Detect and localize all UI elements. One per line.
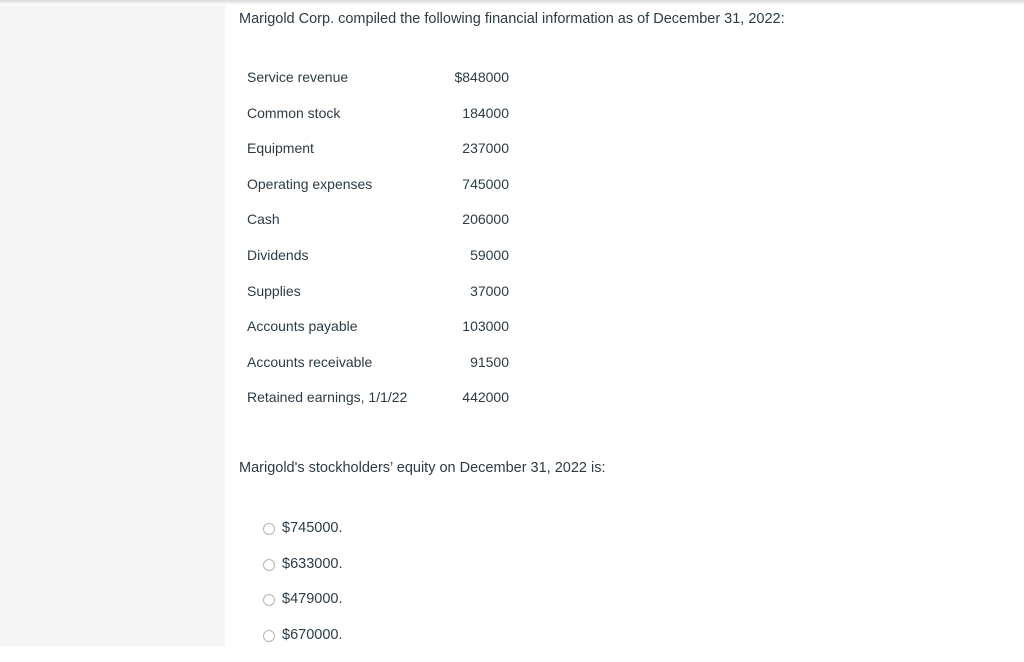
table-row xyxy=(247,283,509,319)
table-row xyxy=(247,211,509,247)
item-label: Accounts receivable xyxy=(247,353,373,370)
table-row xyxy=(247,318,509,354)
item-value: 442000 xyxy=(462,389,509,406)
item-label: Service revenue xyxy=(247,69,349,85)
radio-button[interactable] xyxy=(263,630,275,642)
answer-option-3[interactable] xyxy=(263,591,342,627)
table-row xyxy=(247,140,509,176)
question-content xyxy=(225,5,1024,646)
table-row xyxy=(247,69,509,105)
item-value: 103000 xyxy=(462,318,509,335)
table-row xyxy=(247,247,509,283)
item-value: 237000 xyxy=(462,140,509,157)
option-label: $745000. xyxy=(282,520,343,536)
table-row xyxy=(247,176,509,212)
item-value: 745000 xyxy=(462,175,509,192)
financial-table xyxy=(247,69,509,425)
item-value: 59000 xyxy=(470,246,509,263)
option-label: $670000. xyxy=(282,626,343,643)
radio-button[interactable] xyxy=(263,559,275,571)
option-label: $633000. xyxy=(282,555,343,572)
item-value: 37000 xyxy=(470,282,509,299)
item-value: 91500 xyxy=(470,353,509,370)
item-label: Dividends xyxy=(247,246,309,263)
radio-button[interactable] xyxy=(263,523,275,535)
item-value: $848000 xyxy=(454,69,509,85)
item-label: Supplies xyxy=(247,282,301,299)
table-row xyxy=(247,389,509,425)
answer-option-2[interactable] xyxy=(263,556,342,592)
question-intro: Marigold Corp. compiled the following financial information as of December 31, 2022: xyxy=(239,11,785,27)
answer-options xyxy=(263,520,342,662)
item-value: 184000 xyxy=(462,104,509,121)
table-row xyxy=(247,354,509,390)
answer-option-1[interactable] xyxy=(263,520,342,556)
question-prompt: Marigold's stockholders’ equity on December 31, 2022 is: xyxy=(239,460,606,476)
item-label: Accounts payable xyxy=(247,318,358,335)
table-row xyxy=(247,105,509,141)
item-value: 206000 xyxy=(462,211,509,228)
item-label: Retained earnings, 1/1/22 xyxy=(247,389,408,406)
item-label: Cash xyxy=(247,211,280,228)
answer-option-4[interactable] xyxy=(263,627,342,662)
radio-button[interactable] xyxy=(263,594,275,606)
item-label: Equipment xyxy=(247,140,314,157)
option-label: $479000. xyxy=(282,591,343,608)
item-label: Common stock xyxy=(247,104,341,121)
item-label: Operating expenses xyxy=(247,175,373,192)
left-panel xyxy=(0,5,225,646)
